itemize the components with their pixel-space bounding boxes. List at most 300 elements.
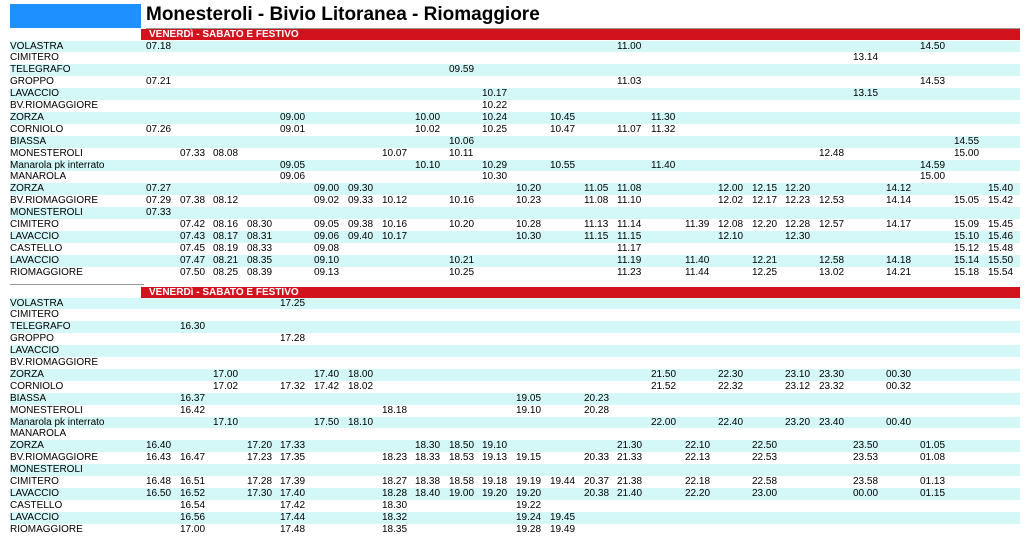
departure-time: 09.10: [314, 254, 340, 266]
departure-time: 12.10: [718, 230, 744, 242]
departure-time: 12.23: [785, 195, 811, 207]
departure-time: 10.16: [382, 219, 408, 230]
departure-time: 18.50: [449, 440, 475, 452]
timetable-row: [10, 183, 1020, 195]
departure-time: 17.40: [314, 368, 340, 380]
stop-name: MONESTEROLI: [10, 404, 83, 416]
departure-time: 11.44: [685, 266, 710, 278]
departure-time: 07.42: [180, 219, 206, 230]
stop-name: LAVACCIO: [10, 88, 60, 100]
departure-time: 14.18: [886, 254, 912, 266]
timetable-row: [10, 500, 1020, 512]
timetable-row: [10, 267, 1020, 279]
timetable-row: [10, 160, 1020, 172]
departure-time: 16.54: [180, 499, 206, 511]
stop-name: ZORZA: [10, 183, 44, 195]
stop-name: VOLASTRA: [10, 40, 64, 52]
departure-time: 17.48: [280, 523, 306, 535]
departure-time: 22.30: [718, 368, 744, 380]
stop-name: MONESTEROLI: [10, 147, 83, 159]
departure-time: 10.20: [516, 183, 542, 195]
departure-time: 18.33: [415, 452, 441, 464]
stop-name: MONESTEROLI: [10, 207, 83, 219]
departure-time: 17.50: [314, 416, 340, 428]
timetable-row: [10, 76, 1020, 88]
departure-time: 10.07: [382, 147, 408, 159]
stop-name: Manarola pk interrato: [10, 159, 105, 171]
departure-time: 23.40: [819, 416, 845, 428]
departure-time: 09.06: [280, 171, 306, 183]
stop-name: BIASSA: [10, 135, 47, 147]
timetable-row: [10, 524, 1020, 536]
stop-name: ZORZA: [10, 368, 44, 380]
stop-name: LAVACCIO: [10, 345, 60, 357]
timetable-row: [10, 41, 1020, 53]
departure-time: 19.00: [449, 487, 475, 499]
departure-time: 19.22: [516, 499, 542, 511]
departure-time: 07.26: [146, 123, 172, 135]
departure-time: 13.14: [853, 52, 879, 64]
departure-time: 21.50: [651, 368, 677, 380]
departure-time: 10.55: [550, 159, 576, 171]
stop-name: CORNIOLO: [10, 380, 64, 392]
departure-time: 07.43: [180, 230, 206, 242]
stop-name: LAVACCIO: [10, 487, 60, 499]
departure-time: 11.40: [685, 254, 710, 266]
departure-time: 08.39: [247, 266, 273, 278]
departure-time: 13.15: [853, 88, 879, 100]
timetable-row: [10, 309, 1020, 321]
stop-name: CIMITERO: [10, 476, 59, 487]
timetable-row: [10, 369, 1020, 381]
departure-time: 20.37: [584, 476, 610, 487]
departure-time: 15.54: [988, 266, 1014, 278]
departure-time: 21.30: [617, 440, 643, 452]
timetable-row: [10, 100, 1020, 112]
stop-name: ZORZA: [10, 111, 44, 123]
stop-name: CASTELLO: [10, 499, 63, 511]
departure-time: 17.28: [247, 476, 273, 487]
departure-time: 11.23: [617, 266, 642, 278]
departure-time: 11.03: [617, 76, 642, 88]
departure-time: 16.50: [146, 487, 172, 499]
departure-time: 20.28: [584, 404, 610, 416]
departure-time: 15.40: [988, 183, 1014, 195]
departure-time: 12.00: [718, 183, 744, 195]
timetable-row: [10, 171, 1020, 183]
departure-time: 19.10: [482, 440, 508, 452]
departure-time: 14.55: [954, 135, 980, 147]
departure-time: 18.27: [382, 476, 408, 487]
departure-time: 22.18: [685, 476, 711, 487]
departure-time: 11.14: [617, 219, 642, 230]
departure-time: 09.30: [348, 183, 374, 195]
timetable-row: [10, 64, 1020, 76]
departure-time: 17.28: [280, 333, 306, 345]
departure-time: 17.20: [247, 440, 273, 452]
departure-time: 07.18: [146, 40, 172, 52]
departure-time: 11.30: [651, 111, 676, 123]
departure-time: 09.33: [348, 195, 374, 207]
departure-time: 12.20: [752, 219, 778, 230]
stop-name: LAVACCIO: [10, 511, 60, 523]
departure-time: 21.40: [617, 487, 643, 499]
stop-name: Manarola pk interrato: [10, 416, 105, 428]
timetable-row: [10, 88, 1020, 100]
departure-time: 07.38: [180, 195, 206, 207]
timetable-row: [10, 476, 1020, 488]
departure-time: 09.06: [314, 230, 340, 242]
departure-time: 22.58: [752, 476, 778, 487]
stop-name: ZORZA: [10, 440, 44, 452]
stop-name: CIMITERO: [10, 309, 59, 321]
departure-time: 07.33: [180, 147, 206, 159]
departure-time: 19.18: [482, 476, 508, 487]
departure-time: 11.10: [617, 195, 642, 207]
stop-name: RIOMAGGIORE: [10, 523, 83, 535]
timetable-row: [10, 393, 1020, 405]
departure-time: 15.09: [954, 219, 980, 230]
header-blue-block: [10, 4, 141, 28]
departure-time: 18.58: [449, 476, 475, 487]
departure-time: 23.50: [853, 440, 879, 452]
stop-name: MANAROLA: [10, 428, 67, 440]
timetable-row: [10, 345, 1020, 357]
departure-time: 10.12: [382, 195, 408, 207]
departure-time: 12.15: [752, 183, 778, 195]
departure-time: 08.30: [247, 219, 273, 230]
departure-time: 00.00: [853, 487, 879, 499]
departure-time: 10.16: [449, 195, 475, 207]
departure-time: 07.33: [146, 207, 172, 219]
departure-time: 15.45: [988, 219, 1014, 230]
departure-time: 19.28: [516, 523, 542, 535]
departure-time: 08.33: [247, 242, 273, 254]
departure-time: 11.15: [584, 230, 609, 242]
departure-time: 18.28: [382, 487, 408, 499]
departure-time: 22.00: [651, 416, 677, 428]
stop-name: BV.RIOMAGGIORE: [10, 357, 98, 368]
timetable-row: [10, 488, 1020, 500]
departure-time: 10.30: [516, 230, 542, 242]
departure-time: 17.33: [280, 440, 306, 452]
timetable-row: [10, 381, 1020, 393]
departure-time: 12.53: [819, 195, 845, 207]
departure-time: 09.08: [314, 242, 340, 254]
departure-time: 17.00: [180, 523, 206, 535]
section-header: VENERDì - SABATO E FESTIVO: [141, 287, 1020, 298]
departure-time: 07.50: [180, 266, 206, 278]
stop-name: GROPPO: [10, 333, 54, 345]
departure-time: 09.59: [449, 64, 475, 76]
departure-time: 12.28: [785, 219, 811, 230]
departure-time: 20.33: [584, 452, 610, 464]
departure-time: 23.58: [853, 476, 879, 487]
departure-time: 10.25: [449, 266, 475, 278]
departure-time: 09.38: [348, 219, 374, 230]
departure-time: 10.17: [482, 88, 508, 100]
stop-name: MANAROLA: [10, 171, 67, 183]
departure-time: 11.13: [584, 219, 609, 230]
timetable-row: [10, 464, 1020, 476]
departure-time: 00.32: [886, 380, 912, 392]
departure-time: 08.19: [213, 242, 239, 254]
departure-time: 10.25: [482, 123, 508, 135]
departure-time: 17.25: [280, 297, 306, 309]
departure-time: 15.12: [954, 242, 980, 254]
departure-time: 17.23: [247, 452, 273, 464]
departure-time: 11.19: [617, 254, 642, 266]
departure-time: 16.47: [180, 452, 206, 464]
departure-time: 22.50: [752, 440, 778, 452]
departure-time: 15.50: [988, 254, 1014, 266]
departure-time: 17.32: [280, 380, 306, 392]
departure-time: 15.00: [920, 171, 946, 183]
departure-time: 16.43: [146, 452, 172, 464]
departure-time: 07.27: [146, 183, 172, 195]
stop-name: CASTELLO: [10, 242, 63, 254]
departure-time: 17.42: [314, 380, 340, 392]
departure-time: 14.50: [920, 40, 946, 52]
departure-time: 23.20: [785, 416, 811, 428]
departure-time: 10.17: [382, 230, 408, 242]
timetable-row: [10, 333, 1020, 345]
departure-time: 20.38: [584, 487, 610, 499]
departure-time: 18.10: [348, 416, 374, 428]
stop-name: TELEGRAFO: [10, 64, 71, 76]
departure-time: 07.45: [180, 242, 206, 254]
departure-time: 19.13: [482, 452, 508, 464]
timetable-row: [10, 298, 1020, 310]
departure-time: 07.21: [146, 76, 172, 88]
departure-time: 12.02: [718, 195, 744, 207]
section-header: VENERDì - SABATO E FESTIVO: [141, 29, 1020, 40]
departure-time: 14.53: [920, 76, 946, 88]
departure-time: 16.52: [180, 487, 206, 499]
departure-time: 18.18: [382, 404, 408, 416]
departure-time: 01.05: [920, 440, 946, 452]
departure-time: 12.48: [819, 147, 845, 159]
departure-time: 12.30: [785, 230, 811, 242]
departure-time: 17.10: [213, 416, 239, 428]
departure-time: 19.24: [516, 511, 542, 523]
departure-time: 19.45: [550, 511, 576, 523]
departure-time: 19.19: [516, 476, 542, 487]
stop-name: TELEGRAFO: [10, 321, 71, 333]
timetable-row: [10, 52, 1020, 64]
timetable-row: [10, 219, 1020, 231]
departure-time: 11.32: [651, 123, 676, 135]
departure-time: 11.08: [617, 183, 642, 195]
stop-name: CORNIOLO: [10, 123, 64, 135]
timetable-row: [10, 207, 1020, 219]
departure-time: 19.10: [516, 404, 542, 416]
departure-time: 18.53: [449, 452, 475, 464]
departure-time: 23.10: [785, 368, 811, 380]
timetable-row: [10, 405, 1020, 417]
departure-time: 14.59: [920, 159, 946, 171]
departure-time: 22.13: [685, 452, 711, 464]
departure-time: 21.33: [617, 452, 643, 464]
departure-time: 19.05: [516, 392, 542, 404]
timetable-row: [10, 512, 1020, 524]
departure-time: 09.13: [314, 266, 340, 278]
departure-time: 08.31: [247, 230, 273, 242]
departure-time: 13.02: [819, 266, 845, 278]
departure-time: 17.30: [247, 487, 273, 499]
departure-time: 16.30: [180, 321, 206, 333]
departure-time: 17.40: [280, 487, 306, 499]
departure-time: 14.17: [886, 219, 912, 230]
departure-time: 18.35: [382, 523, 408, 535]
departure-time: 18.02: [348, 380, 374, 392]
departure-time: 10.29: [482, 159, 508, 171]
departure-time: 23.12: [785, 380, 811, 392]
departure-time: 10.06: [449, 135, 475, 147]
departure-time: 14.14: [886, 195, 912, 207]
departure-time: 10.47: [550, 123, 576, 135]
departure-time: 00.30: [886, 368, 912, 380]
departure-time: 15.18: [954, 266, 980, 278]
departure-time: 01.13: [920, 476, 946, 487]
departure-time: 10.21: [449, 254, 475, 266]
departure-time: 08.17: [213, 230, 239, 242]
timetable-row: [10, 255, 1020, 267]
departure-time: 21.38: [617, 476, 643, 487]
departure-time: 18.32: [382, 511, 408, 523]
stop-name: CIMITERO: [10, 219, 59, 230]
departure-time: 20.23: [584, 392, 610, 404]
departure-time: 16.42: [180, 404, 206, 416]
departure-time: 21.52: [651, 380, 677, 392]
departure-time: 10.30: [482, 171, 508, 183]
timetable-row: [10, 231, 1020, 243]
departure-time: 18.23: [382, 452, 408, 464]
departure-time: 08.21: [213, 254, 239, 266]
departure-time: 11.07: [617, 123, 642, 135]
timetable-row: [10, 136, 1020, 148]
departure-time: 10.24: [482, 111, 508, 123]
departure-time: 00.40: [886, 416, 912, 428]
departure-time: 10.20: [449, 219, 475, 230]
departure-time: 11.00: [617, 40, 642, 52]
departure-time: 14.21: [886, 266, 912, 278]
departure-time: 09.02: [314, 195, 340, 207]
departure-time: 17.02: [213, 380, 239, 392]
departure-time: 07.29: [146, 195, 172, 207]
stop-name: LAVACCIO: [10, 230, 60, 242]
departure-time: 09.01: [280, 123, 306, 135]
departure-time: 17.42: [280, 499, 306, 511]
departure-time: 19.20: [482, 487, 508, 499]
departure-time: 14.12: [886, 183, 912, 195]
timetable-row: [10, 357, 1020, 369]
stop-name: CIMITERO: [10, 52, 59, 64]
timetable-row: [10, 321, 1020, 333]
departure-time: 11.40: [651, 159, 676, 171]
departure-time: 17.35: [280, 452, 306, 464]
timetable-row: [10, 452, 1020, 464]
departure-time: 19.15: [516, 452, 542, 464]
departure-time: 23.30: [819, 368, 845, 380]
departure-time: 10.22: [482, 100, 508, 111]
departure-time: 18.40: [415, 487, 441, 499]
departure-time: 18.38: [415, 476, 441, 487]
departure-time: 19.44: [550, 476, 576, 487]
stop-name: BV.RIOMAGGIORE: [10, 452, 98, 464]
stop-name: VOLASTRA: [10, 297, 64, 309]
departure-time: 12.57: [819, 219, 845, 230]
departure-time: 08.35: [247, 254, 273, 266]
timetable-row: [10, 124, 1020, 136]
departure-time: 17.39: [280, 476, 306, 487]
departure-time: 11.08: [584, 195, 609, 207]
departure-time: 16.56: [180, 511, 206, 523]
timetable-row: [10, 417, 1020, 429]
departure-time: 23.53: [853, 452, 879, 464]
departure-time: 01.15: [920, 487, 946, 499]
departure-time: 12.17: [752, 195, 778, 207]
departure-time: 16.40: [146, 440, 172, 452]
departure-time: 10.00: [415, 111, 441, 123]
departure-time: 16.48: [146, 476, 172, 487]
stop-name: MONESTEROLI: [10, 464, 83, 476]
departure-time: 11.39: [685, 219, 710, 230]
timetable-row: [10, 428, 1020, 440]
departure-time: 16.51: [180, 476, 206, 487]
departure-time: 12.21: [752, 254, 778, 266]
departure-time: 22.32: [718, 380, 744, 392]
departure-time: 22.20: [685, 487, 711, 499]
departure-time: 11.17: [617, 242, 642, 254]
departure-time: 15.05: [954, 195, 980, 207]
departure-time: 09.05: [280, 159, 306, 171]
departure-time: 18.00: [348, 368, 374, 380]
departure-time: 15.10: [954, 230, 980, 242]
stop-name: RIOMAGGIORE: [10, 266, 83, 278]
departure-time: 23.00: [752, 487, 778, 499]
departure-time: 19.20: [516, 487, 542, 499]
departure-time: 10.45: [550, 111, 576, 123]
stop-name: GROPPO: [10, 76, 54, 88]
departure-time: 12.20: [785, 183, 811, 195]
departure-time: 08.25: [213, 266, 239, 278]
departure-time: 09.00: [280, 111, 306, 123]
departure-time: 11.05: [584, 183, 609, 195]
departure-time: 10.02: [415, 123, 441, 135]
departure-time: 09.05: [314, 219, 340, 230]
departure-time: 22.53: [752, 452, 778, 464]
timetable-row: [10, 243, 1020, 255]
departure-time: 07.47: [180, 254, 206, 266]
departure-time: 08.08: [213, 147, 239, 159]
departure-time: 23.32: [819, 380, 845, 392]
departure-time: 15.42: [988, 195, 1014, 207]
departure-time: 12.58: [819, 254, 845, 266]
departure-time: 15.46: [988, 230, 1014, 242]
departure-time: 15.48: [988, 242, 1014, 254]
departure-time: 08.16: [213, 219, 239, 230]
page-title: Monesteroli - Bivio Litoranea - Riomaggiore: [146, 4, 540, 25]
departure-time: 10.23: [516, 195, 542, 207]
departure-time: 10.28: [516, 219, 542, 230]
departure-time: 17.00: [213, 368, 239, 380]
section-divider: [10, 284, 144, 285]
departure-time: 11.15: [617, 230, 642, 242]
timetable-row: [10, 148, 1020, 160]
departure-time: 17.44: [280, 511, 306, 523]
departure-time: 15.14: [954, 254, 980, 266]
